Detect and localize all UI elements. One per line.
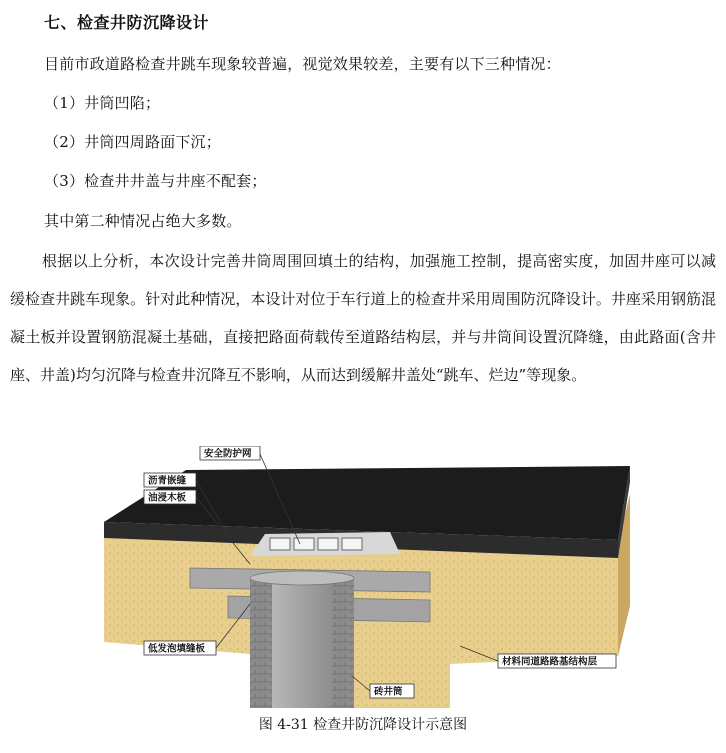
list-item-1: （1）井筒凹陷； [44,94,161,112]
shaft-wall-right [332,578,354,708]
list-item-3: （3）检查井井盖与井座不配套； [44,172,267,190]
note-text: 其中第二种情况占绝大多数。 [44,212,242,230]
svg-text:材料同道路路基结构层: 材料同道路路基结构层 [502,656,598,668]
shaft-wall-left [250,578,272,708]
section-title: 七、检查井防沉降设计 [44,13,210,32]
analysis-paragraph: 根据以上分析，本次设计完善井筒周围回填土的结构，加强施工控制，提高密实度，加固井座可以减缓检查井跳车现象。针对此种情况，本设计对位于车行道上的检查井采用周围防沉降设计。井座采用钢筋混凝土板并设置钢筋混凝土基础，直接把路面荷载传至道路结构层，并与井筒间设置沉降缝，由此路面(含井座、井盖)均匀沉降与检查井沉降互不影响，从而达到缓解井盖处“跳车、烂边”等现象。 [10,252,716,384]
svg-text:油浸木板: 油浸木板 [148,492,187,504]
list-item-2: （2）井筒四周路面下沉； [44,133,221,151]
figure-caption: 图 4-31 检查井防沉降设计示意图 [258,717,468,733]
shaft-rim [250,571,354,585]
svg-text:沥青嵌缝: 沥青嵌缝 [148,475,187,487]
manhole-diagram [100,446,640,708]
shaft-core [272,578,332,708]
intro-text: 目前市政道路检查井跳车现象较普遍，视觉效果较差，主要有以下三种情况： [44,55,561,73]
svg-text:安全防护网: 安全防护网 [204,448,252,460]
svg-text:低发泡填缝板: 低发泡填缝板 [148,643,206,655]
svg-text:砖井筒: 砖井筒 [374,686,403,698]
